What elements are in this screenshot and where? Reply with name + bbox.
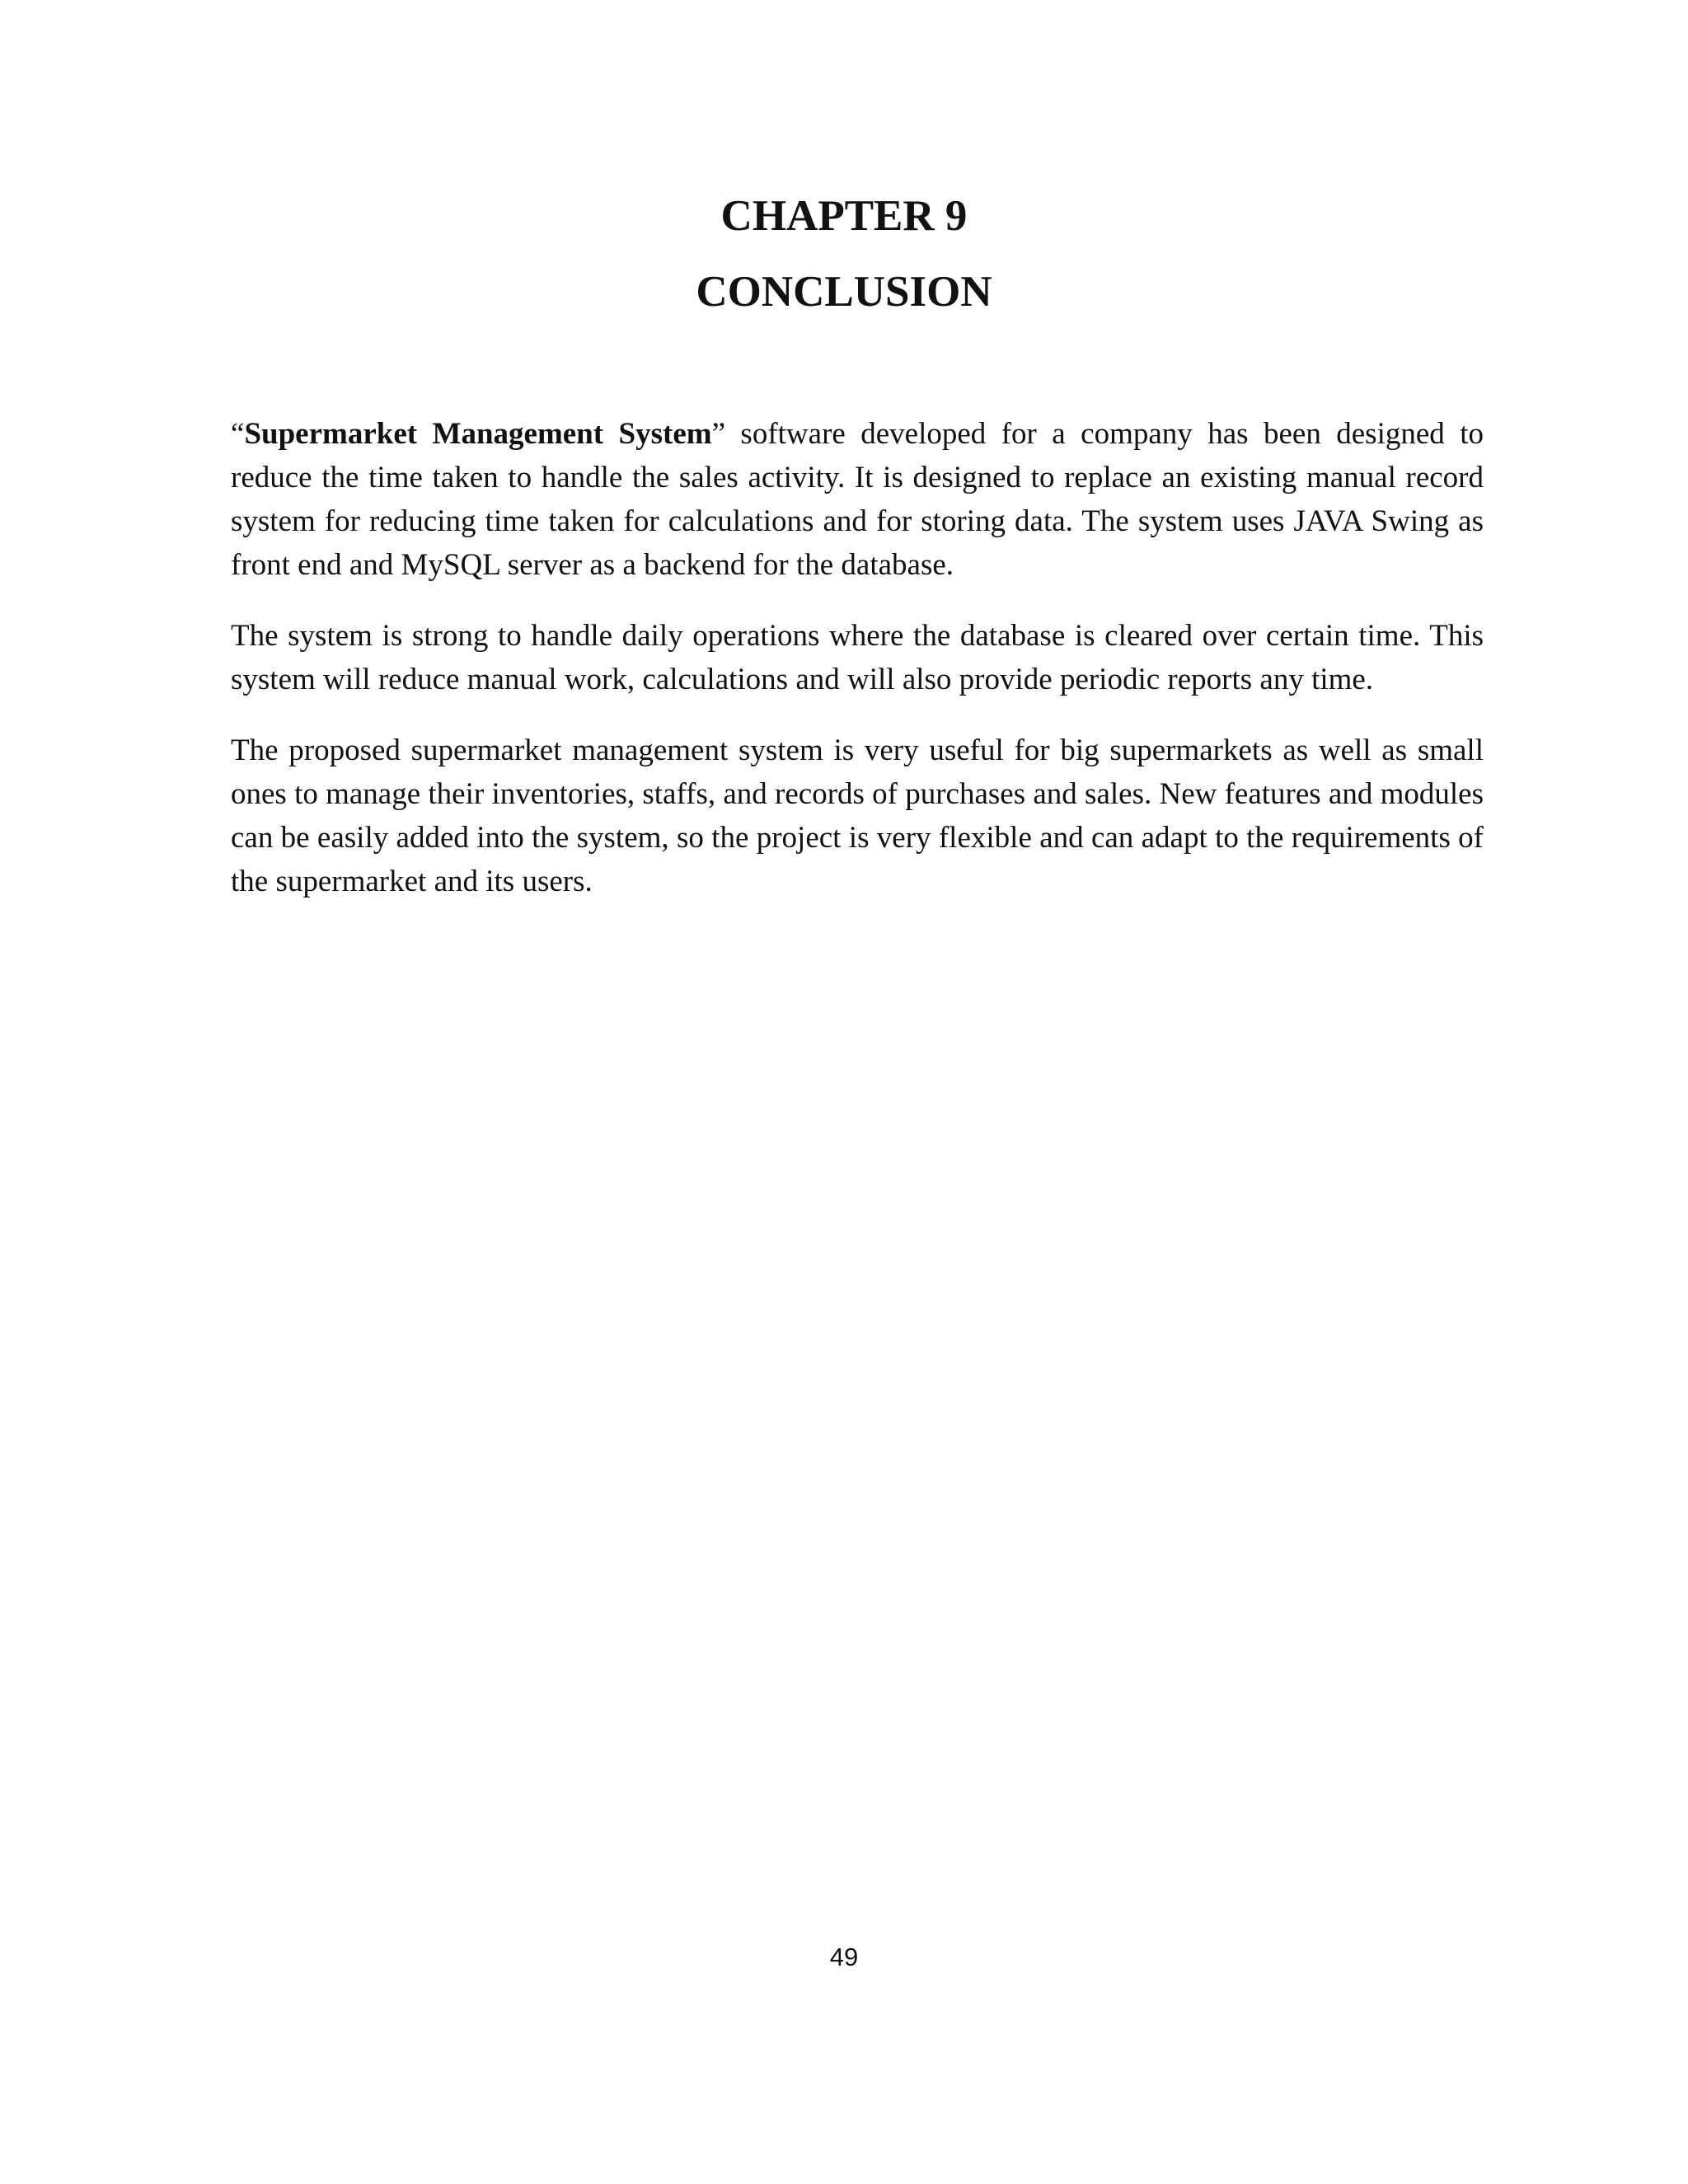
paragraph-operations: The system is strong to handle daily operations where the database is cleared over certain time. This system will reduce manual work, calculations and will also provide periodic reports any time. xyxy=(231,619,1484,696)
system-name: Supermarket Management System xyxy=(244,417,712,451)
paragraph-intro-text: ” software developed for a company has been designed to reduce the time taken to handle the sales activity. It is designed to replace an existing manual record system for reducing time taken for calculations and for storing data. The system uses JAVA Swing as front end and MySQL server as a backend for the database. xyxy=(231,417,1484,582)
chapter-number: CHAPTER 9 xyxy=(720,192,968,240)
paragraph-intro xyxy=(231,412,1484,587)
paragraph-benefits: The proposed supermarket management system is very useful for big supermarkets as well as small ones to manage their inventories, staffs, and records of purchases and sales. New features and modules can be easily added into the system, so the project is very flexible and can adapt to the requirements of the supermarket and its users. xyxy=(231,733,1484,898)
chapter-body xyxy=(231,412,1484,930)
page-number: 49 xyxy=(829,1943,859,1971)
open-quote: “ xyxy=(231,417,245,451)
chapter-title: CONCLUSION xyxy=(696,268,992,316)
chapter-header xyxy=(0,183,1688,325)
